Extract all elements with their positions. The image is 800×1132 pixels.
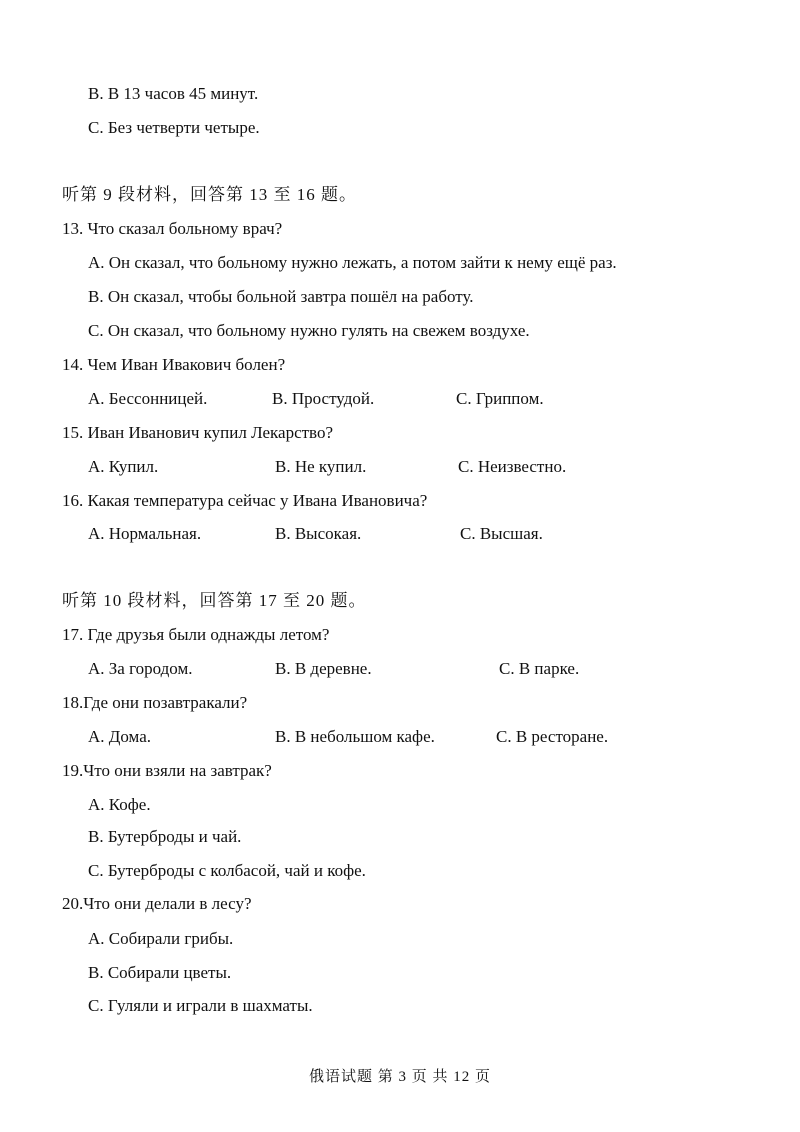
q15-option-a: A. Купил. bbox=[88, 457, 159, 476]
q17-option-c: C. В парке. bbox=[499, 659, 580, 678]
q18-option-b: B. В небольшом кафе. bbox=[275, 727, 435, 746]
q20-option-b: B. Собирали цветы. bbox=[88, 963, 232, 982]
q20-option-a: A. Собирали грибы. bbox=[88, 929, 234, 948]
q15-option-b: B. Не купил. bbox=[275, 457, 367, 476]
question-13: 13. Что сказал больному врач? bbox=[62, 219, 283, 238]
section-header: 听第 10 段材料，回答第 17 至 20 题。 bbox=[62, 591, 367, 610]
question-18: 18.Где они позавтракали? bbox=[62, 693, 248, 712]
q19-option-b: B. Бутерброды и чай. bbox=[88, 827, 242, 846]
q14-option-c: C. Гриппом. bbox=[456, 389, 544, 408]
page-footer: 俄语试题 第 3 页 共 12 页 bbox=[308, 1069, 491, 1085]
question-20: 20.Что они делали в лесу? bbox=[62, 894, 252, 913]
q14-option-b: B. Простудой. bbox=[272, 389, 375, 408]
option-b: B. В 13 часов 45 минут. bbox=[88, 84, 259, 103]
q13-option-a: A. Он сказал, что больному нужно лежать, а потом зайти к нему ещё раз. bbox=[88, 253, 617, 272]
q16-option-b: B. Высокая. bbox=[275, 524, 362, 543]
q16-option-c: C. Высшая. bbox=[460, 524, 543, 543]
question-17: 17. Где друзья были однажды летом? bbox=[62, 625, 330, 644]
question-19: 19.Что они взяли на завтрак? bbox=[62, 761, 272, 780]
question-15: 15. Иван Иванович купил Лекарство? bbox=[62, 423, 334, 442]
q13-option-b: B. Он сказал, чтобы больной завтра пошёл на работу. bbox=[88, 287, 474, 306]
q17-option-a: A. За городом. bbox=[88, 659, 193, 678]
q16-option-a: A. Нормальная. bbox=[88, 524, 202, 543]
option-c: C. Без четверти четыре. bbox=[88, 118, 260, 137]
q19-option-c: C. Бутерброды с колбасой, чай и кофе. bbox=[88, 861, 366, 880]
question-14: 14. Чем Иван Ивакович болен? bbox=[62, 355, 286, 374]
q17-option-b: B. В деревне. bbox=[275, 659, 372, 678]
section-header: 听第 9 段材料，回答第 13 至 16 题。 bbox=[62, 185, 357, 204]
q19-option-a: A. Кофе. bbox=[88, 795, 151, 814]
question-16: 16. Какая температура сейчас у Ивана Ивановича? bbox=[62, 491, 428, 510]
q20-option-c: C. Гуляли и играли в шахматы. bbox=[88, 996, 313, 1015]
q15-option-c: C. Неизвестно. bbox=[458, 457, 567, 476]
q14-option-a: A. Бессонницей. bbox=[88, 389, 208, 408]
q13-option-c: C. Он сказал, что больному нужно гулять на свежем воздухе. bbox=[88, 321, 530, 340]
q18-option-c: C. В ресторане. bbox=[496, 727, 609, 746]
q18-option-a: A. Дома. bbox=[88, 727, 151, 746]
